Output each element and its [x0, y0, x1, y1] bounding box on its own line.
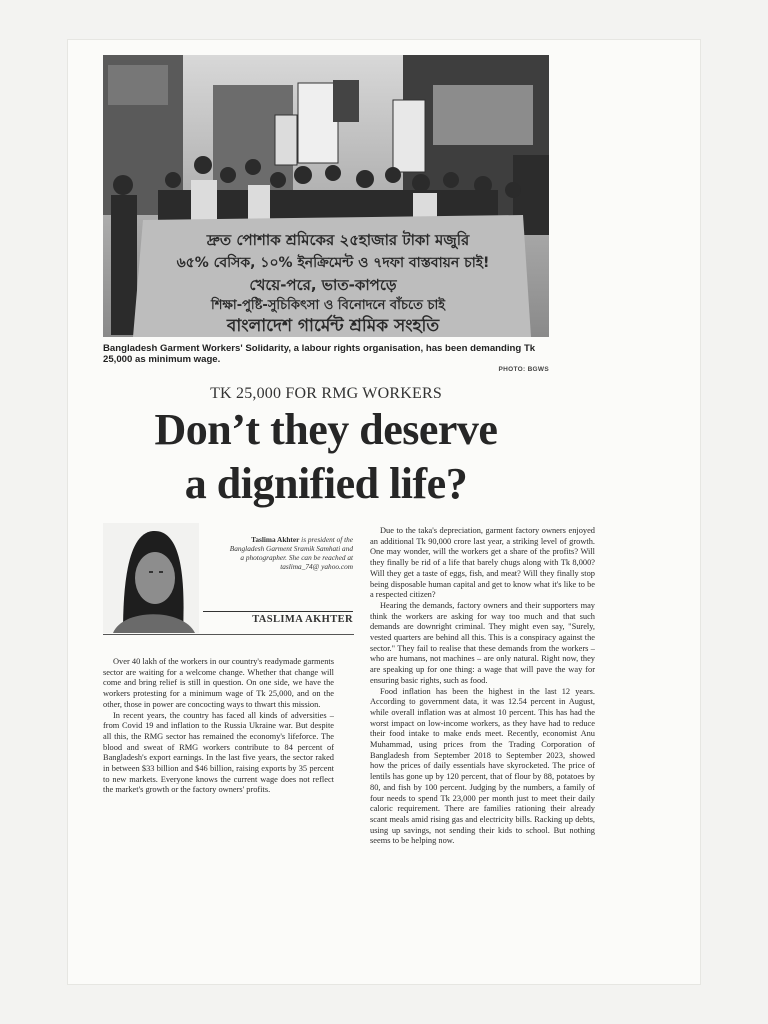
banner-line-1: দ্রুত পোশাক শ্রমিকের ২৫হাজার টাকা মজুরি [206, 231, 470, 249]
section-divider [103, 634, 354, 635]
headline-line-1: Don’t they deserve [154, 405, 498, 454]
protest-photo-icon [103, 55, 549, 337]
byline-rule [203, 611, 353, 612]
banner-line-5: বাংলাদেশ গার্মেন্ট শ্রমিক সংহতি [226, 316, 440, 336]
headline-line-2: a dignified life? [184, 459, 468, 508]
author-photo [103, 523, 199, 633]
banner-line-4: শিক্ষা-পুষ্টি-সুচিকিৎসা ও বিনোদনে বাঁচতে চাই [210, 298, 446, 313]
article-kicker: TK 25,000 FOR RMG WORKERS [210, 385, 442, 402]
banner-line-3: খেয়ে-পরে, ভাত-কাপড়ে [249, 276, 397, 294]
paragraph: Over 40 lakh of the workers in our country's readymade garments sector are waiting for a welcome change. Whether that change will come and bring relief is still in question. On one side, we have the workers protesting for a minimum wage of Tk 25,000, and on the other, those in power are concocting ways to thwart this mission. [103, 657, 334, 709]
author-byline: TASLIMA AKHTER [252, 614, 353, 625]
author-bio [225, 535, 353, 571]
paragraph: Due to the taka's depreciation, garment factory owners enjoyed an additional Tk 90,000 crore last year, a striking level of growth. One may wonder, will the workers get a share of the profits? Will they finally be rid of a life that barely chugs along with Tk 8,000? Will they get a taste of eggs, fish, and meat? Will they finally stop being disposable human capital and get to know what it's like to be a respected citizen? [370, 526, 595, 600]
author-bio-text: is president of the Bangladesh Garment Sramik Samhati and a photographer. She can be reached at taslima_74@ yahoo.com [229, 535, 353, 571]
article-column-left [103, 657, 334, 796]
paragraph: In recent years, the country has faced all kinds of adversities – from Covid 19 and inflation to the Russia Ukraine war. But despite all this, the RMG sector has remained the economy's lifeforce. The blood and sweat of RMG workers contribute to 84 percent of Bangladesh's export earnings. In the last five years, the sector raked in between $33 billion and $46 billion, raising exports by 35 percent to new markets. Everyone knows the current wage does not reflect the market's growth or the factory owners' profits. [103, 710, 334, 795]
author-portrait-icon [103, 523, 199, 633]
paragraph: Food inflation has been the highest in the last 12 years. According to government data, it was 12.54 percent in August, while overall inflation was at almost 10 percent. This has had the worst impact on low-income workers, as they have had to reduce their food intake to make ends meet. Recently, economist Anu Muhammad, using prices from the Trading Corporation of Bangladesh from September 2018 to September 2023, showed how the prices of daily essentials have skyrocketed. The price of lentils has gone up by 120 percent, that of flour by 88, potatoes by 80, and fish by 100 percent. Judging by the numbers, a family of four needs to spend Tk 23,000 per month just to meet their daily caloric requirement. There are families rationing their already scant meals amid rising gas and electricity bills. Racking up debts, using up savings, not sending their kids to school. But nothing seems to be helping now. [370, 686, 595, 846]
paragraph: Hearing the demands, factory owners and their supporters may think the workers are asking for way too much and that such demands are downright criminal. They might even say, "Surely, vested quarters are behind all this. This is a conspiracy against the sector." They fail to realise that these demands from the workers – who are humans, not machines – are only natural. Right now, they are speaking up for one thing: a wage that will pave the way for ensuring basic rights, such as food. [370, 600, 595, 685]
author-bio-name: Taslima Akhter [251, 535, 300, 544]
photo-caption: Bangladesh Garment Workers' Solidarity, a labour rights organisation, has been demanding Tk 25,000 as minimum wage. [103, 343, 536, 365]
article-headline [103, 403, 549, 511]
banner-line-2: ৬৫% বেসিক, ১০% ইনক্রিমেন্ট ও ৭দফা বাস্তবায়ন চাই! [176, 255, 490, 271]
protest-photo [103, 55, 549, 337]
article-column-right [370, 526, 595, 847]
photo-credit: PHOTO: BGWS [498, 366, 549, 373]
